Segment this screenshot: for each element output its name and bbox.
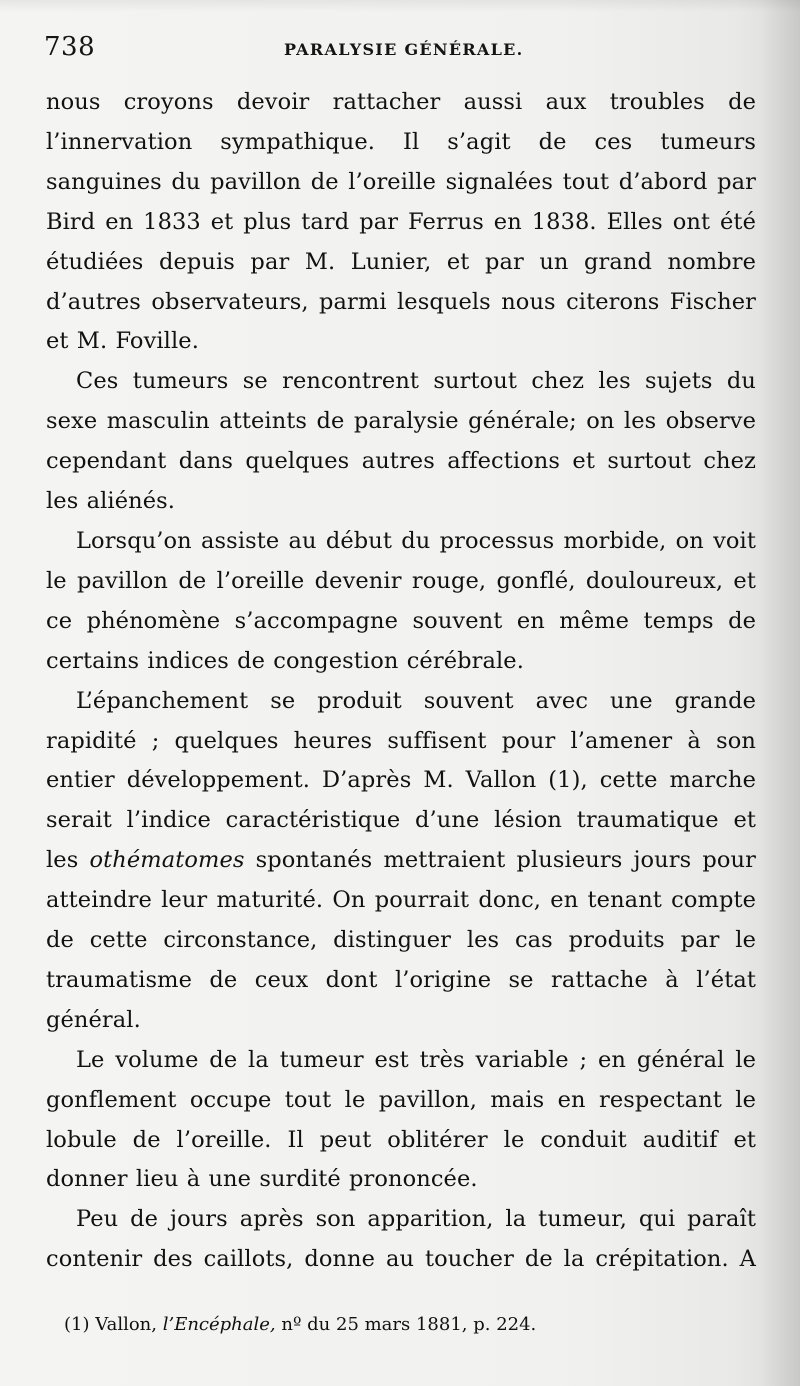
page-header	[44, 30, 756, 70]
paragraph-6: Peu de jours après son apparition, la tumeur, qui paraît contenir des caillots, donne au toucher de la crépitation. A	[46, 1206, 756, 1273]
page-number: 738	[44, 32, 96, 62]
footnote-marker: (1)	[64, 1314, 90, 1335]
footnote-author: Vallon,	[95, 1314, 157, 1335]
paragraph-4	[46, 682, 756, 1041]
running-title: PARALYSIE GÉNÉRALE.	[284, 40, 524, 59]
page-edge-shadow	[760, 0, 800, 1386]
footnote	[64, 1312, 754, 1338]
footnote-journal: l’Encéphale,	[162, 1314, 276, 1335]
paragraph-1: nous croyons devoir rattacher aussi aux troubles de l’innervation sympathique. Il s’agit de ces tumeurs sanguines du pavillon de l’oreille signalées tout d’abord par Bird en 1833 et plus tard par Ferrus en 1838. Elles ont été étudiées depuis par M. Lunier, et par un grand nombre d’autres observateurs, parmi lesquels nous citerons Fischer et M. Foville.	[46, 89, 756, 355]
italic-term: othématomes	[89, 847, 245, 874]
body-text	[46, 83, 756, 1280]
page-top-shadow	[0, 0, 800, 12]
paragraph-4-part-1: L’épanchement se produit souvent avec une grande rapidité ; quelques heures suffisent pour l’amener à son entier développement. D’après M. Vallon (1), cette marche serait l’indice caractéristique d’une lésion traumatique et les	[46, 687, 756, 874]
paragraph-3: Lorsqu’on assiste au début du processus morbide, on voit le pavillon de l’oreille devenir rouge, gonflé, douloureux, et ce phénomène s’accompagne souvent en même temps de certains indices de congestion cérébrale.	[46, 527, 756, 674]
footnote-details: nº du 25 mars 1881, p. 224.	[281, 1314, 537, 1335]
paragraph-5: Le volume de la tumeur est très variable ; en général le gonflement occupe tout le pavillon, mais en respectant le lobule de l’oreille. Il peut oblitérer le conduit auditif et donner lieu à une surdité prononcée.	[46, 1046, 756, 1193]
paragraph-2: Ces tumeurs se rencontrent surtout chez les sujets du sexe masculin atteints de paralysie générale; on les observe cependant dans quelques autres affections et surtout chez les aliénés.	[46, 368, 756, 515]
paragraph-4-part-2: spontanés mettraient plusieurs jours pour atteindre leur maturité. On pourrait donc, en tenant compte de cette circonstance, distinguer les cas produits par le traumatisme de ceux dont l’origine se rattache à l’état général.	[46, 847, 756, 1033]
